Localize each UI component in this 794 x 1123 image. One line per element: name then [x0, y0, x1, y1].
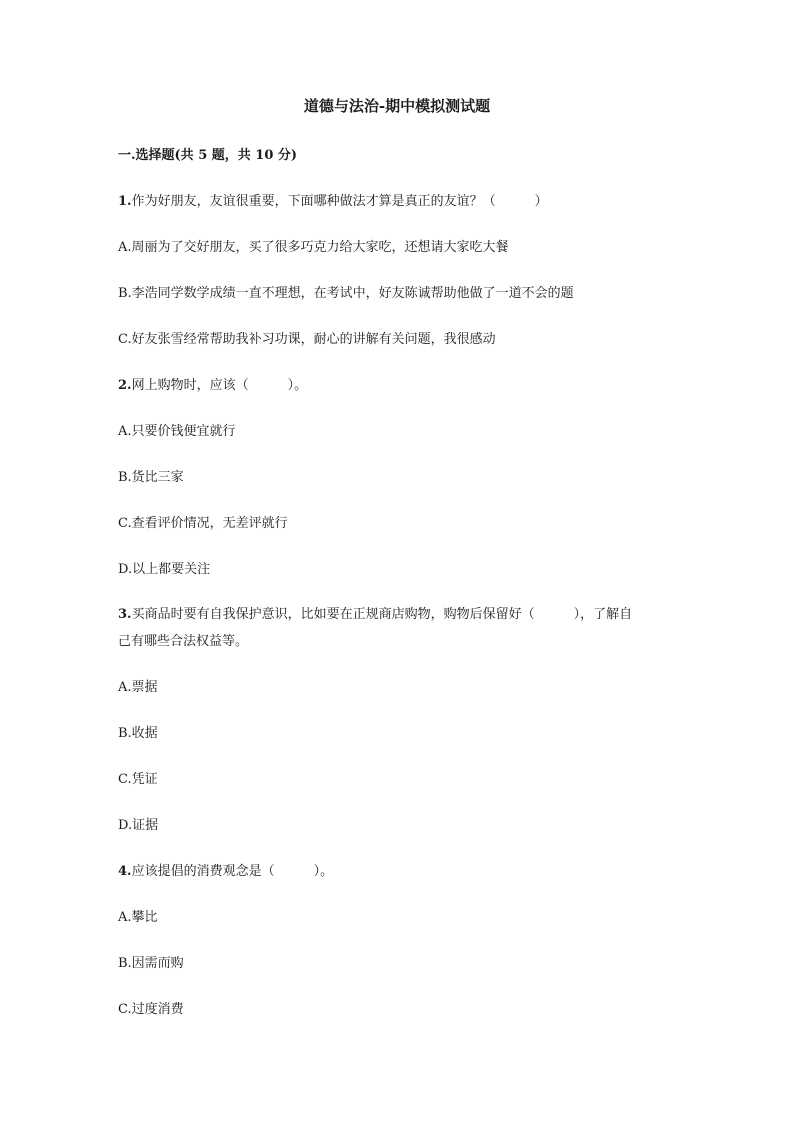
- option-3d: D.证据: [118, 818, 159, 833]
- question-3: [118, 605, 632, 625]
- option-4b: B.因需而购: [118, 956, 184, 971]
- option-4a: A.攀比: [118, 910, 158, 925]
- section-heading: 一.选择题(共 5 题，共 10 分): [118, 148, 298, 163]
- option-1b: B.李浩同学数学成绩一直不理想，在考试中，好友陈诚帮助他做了一道不会的题: [118, 286, 574, 301]
- question-text: 应该提倡的消费观念是（ ）。: [131, 864, 334, 879]
- question-number: 4.: [118, 864, 132, 879]
- question-number: 3.: [118, 607, 132, 622]
- question-text: 网上购物时，应该（ ）。: [131, 378, 308, 393]
- page-title: 道德与法治-期中模拟测试题: [303, 97, 491, 115]
- question-2: [118, 376, 307, 396]
- question-4: [118, 862, 333, 882]
- question-1: [118, 192, 548, 212]
- option-3c: C.凭证: [118, 772, 158, 787]
- option-3b: B.收据: [118, 726, 158, 741]
- option-2c: C.查看评价情况，无差评就行: [118, 516, 288, 531]
- option-2d: D.以上都要关注: [118, 562, 211, 577]
- question-number: 1.: [118, 194, 132, 209]
- question-3-continued: 己有哪些合法权益等。: [118, 634, 249, 649]
- option-4c: C.过度消费: [118, 1002, 184, 1017]
- option-2b: B.货比三家: [118, 470, 184, 485]
- option-3a: A.票据: [118, 680, 158, 695]
- question-text: 买商品时要有自我保护意识，比如要在正规商店购物，购物后保留好（ ），了解自: [131, 607, 633, 622]
- option-2a: A.只要价钱便宜就行: [118, 424, 236, 439]
- option-1c: C.好友张雪经常帮助我补习功课，耐心的讲解有关问题，我很感动: [118, 332, 496, 347]
- question-text: 作为好朋友，友谊很重要，下面哪种做法才算是真正的友谊？（ ）: [131, 194, 548, 209]
- question-number: 2.: [118, 378, 132, 393]
- option-1a: A.周丽为了交好朋友，买了很多巧克力给大家吃，还想请大家吃大餐: [118, 240, 509, 255]
